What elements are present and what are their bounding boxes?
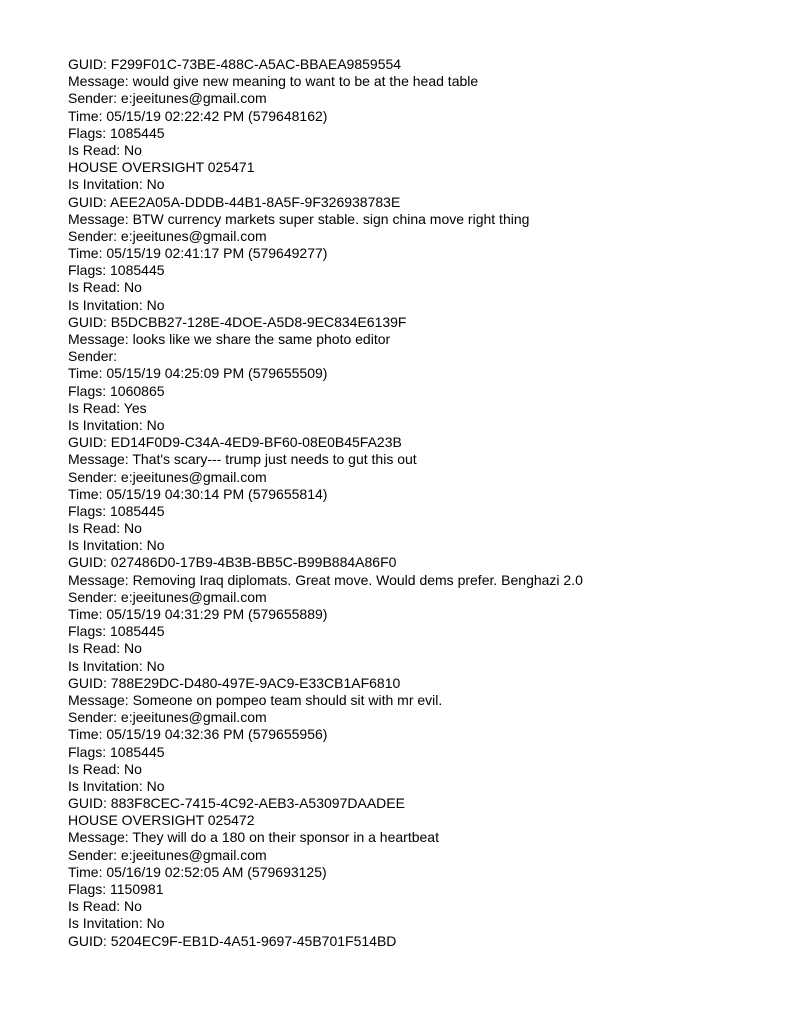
time-line: Time: 05/15/19 04:31:29 PM (579655889) <box>68 606 328 622</box>
message-line: Message: Removing Iraq diplomats. Great move. Would dems prefer. Benghazi 2.0 <box>68 571 583 588</box>
flags-line: Flags: 1085445 <box>68 124 165 141</box>
flags-line: Flags: 1060865 <box>68 382 165 399</box>
sender-line: Sender: <box>68 348 118 365</box>
flags-line: Flags: 1150981 <box>68 881 164 897</box>
sender-line: Sender: e:jeeitunes@gmail.com <box>68 709 267 726</box>
flags-line: Flags: 1085445 <box>68 743 165 760</box>
guid-line: GUID: 883F8CEC-7415-4C92-AEB3-A53097DAADEE <box>68 795 405 812</box>
guid-line: GUID: 5204EC9F-EB1D-4A51-9697-45B701F514BD <box>68 932 397 949</box>
is-read-line: Is Read: No <box>68 141 142 158</box>
is-invitation-line: Is Invitation: No <box>68 777 165 794</box>
is-read-line: Is Read: No <box>68 279 142 296</box>
is-invitation-line: Is Invitation: No <box>68 915 165 932</box>
flags-line: Flags: 1085445 <box>68 502 165 519</box>
message-line: Message: looks like we share the same photo editor <box>68 331 391 347</box>
message-line: Message: That's scary--- trump just needs to gut this out <box>68 451 417 468</box>
guid-line: GUID: 788E29DC-D480-497E-9AC9-E33CB1AF6810 <box>68 674 401 691</box>
message-line: Message: would give new meaning to want to be at the head table <box>68 73 479 90</box>
message-line: Message: Someone on pompeo team should sit with mr evil. <box>68 691 443 708</box>
is-invitation-line: Is Invitation: No <box>68 537 165 554</box>
flags-line: Flags: 1085445 <box>68 623 165 640</box>
time-line: Time: 05/15/19 02:41:17 PM (579649277) <box>68 245 328 262</box>
is-read-line: Is Read: No <box>68 898 142 915</box>
time-line: Time: 05/15/19 04:32:36 PM (579655956) <box>68 726 328 743</box>
sender-line: Sender: e:jeeitunes@gmail.com <box>68 468 267 485</box>
sender-line: Sender: e:jeeitunes@gmail.com <box>68 846 267 863</box>
is-invitation-line: Is Invitation: No <box>68 296 165 313</box>
time-line: Time: 05/16/19 02:52:05 AM (579693125) <box>68 863 327 880</box>
bates-stamp: HOUSE OVERSIGHT 025471 <box>68 159 255 176</box>
guid-line: GUID: AEE2A05A-DDDB-44B1-8A5F-9F326938783E <box>68 193 401 210</box>
is-read-line: Is Read: No <box>68 520 142 537</box>
message-log-document <box>68 56 768 950</box>
time-line: Time: 05/15/19 04:25:09 PM (579655509) <box>68 365 328 382</box>
is-read-line: Is Read: No <box>68 760 142 777</box>
guid-line: GUID: B5DCBB27-128E-4DOE-A5D8-9EC834E6139F <box>68 313 407 330</box>
flags-line: Flags: 1085445 <box>68 262 165 279</box>
guid-line: GUID: 027486D0-17B9-4B3B-BB5C-B99B884A86F0 <box>68 554 397 571</box>
is-invitation-line: Is Invitation: No <box>68 416 165 433</box>
guid-line: GUID: F299F01C-73BE-488C-A5AC-BBAEA9859554 <box>68 56 402 72</box>
sender-line: Sender: e:jeeitunes@gmail.com <box>68 227 267 244</box>
is-read-line: Is Read: No <box>68 640 142 657</box>
is-invitation-line: Is Invitation: No <box>68 176 165 193</box>
message-line: Message: BTW currency markets super stable. sign china move right thing <box>68 210 530 227</box>
message-line: Message: They will do a 180 on their sponsor in a heartbeat <box>68 829 439 846</box>
is-read-line: Is Read: Yes <box>68 399 147 416</box>
guid-line: GUID: ED14F0D9-C34A-4ED9-BF60-08E0B45FA23B <box>68 434 402 451</box>
bates-stamp: HOUSE OVERSIGHT 025472 <box>68 812 255 829</box>
is-invitation-line: Is Invitation: No <box>68 657 165 674</box>
sender-line: Sender: e:jeeitunes@gmail.com <box>68 90 267 107</box>
sender-line: Sender: e:jeeitunes@gmail.com <box>68 588 267 605</box>
time-line: Time: 05/15/19 04:30:14 PM (579655814) <box>68 485 328 502</box>
time-line: Time: 05/15/19 02:22:42 PM (579648162) <box>68 107 328 124</box>
